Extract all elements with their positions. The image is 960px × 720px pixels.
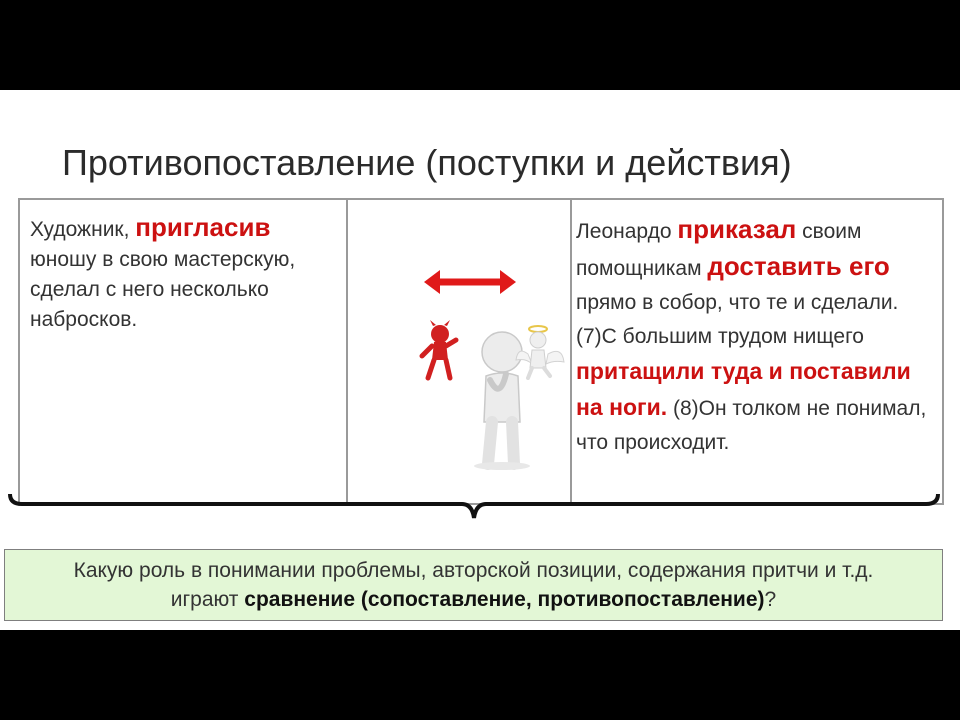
question-text-2: ? [764, 588, 777, 611]
column-divider-right [570, 200, 572, 503]
left-highlight: пригласив [135, 212, 271, 242]
left-cell-text [30, 212, 340, 335]
right-highlight-2: доставить его [707, 251, 890, 281]
right-text-5: (8)Он толком не понимал, что происходит. [576, 397, 927, 454]
question-text-1: играют [170, 588, 245, 611]
left-text-2: юношу в свою мастерскую, сделал с него несколько набросков. [30, 248, 296, 331]
comparison-table [18, 198, 944, 505]
slide-title: Противопоставление (поступки и действия) [62, 142, 792, 183]
right-text-2: своим помощникам [576, 220, 862, 280]
question-line-1: Какую роль в понимании проблемы, авторской позиции, содержания притчи и т.д. [73, 559, 874, 582]
right-cell-text [576, 212, 936, 460]
slide [0, 90, 960, 630]
question-box [4, 549, 943, 621]
right-highlight-3: притащили туда и поставили на ноги. [576, 358, 911, 420]
right-text-1: Леонардо [576, 220, 678, 243]
column-divider-left [346, 200, 348, 503]
question-bold: сравнение (сопоставление, противопоставление) [244, 588, 765, 611]
angel-figure-icon [512, 324, 568, 380]
curly-brace-icon [6, 490, 950, 530]
question-line-2 [5, 585, 942, 614]
left-text-1: Художник, [30, 218, 136, 241]
devil-figure-icon [416, 320, 460, 382]
right-highlight-1: приказал [677, 214, 797, 244]
double-arrow-icon [420, 262, 520, 302]
right-text-3: прямо в собор, что те и сделали. [576, 291, 899, 314]
right-text-4: (7)С большим трудом нищего [576, 325, 864, 348]
